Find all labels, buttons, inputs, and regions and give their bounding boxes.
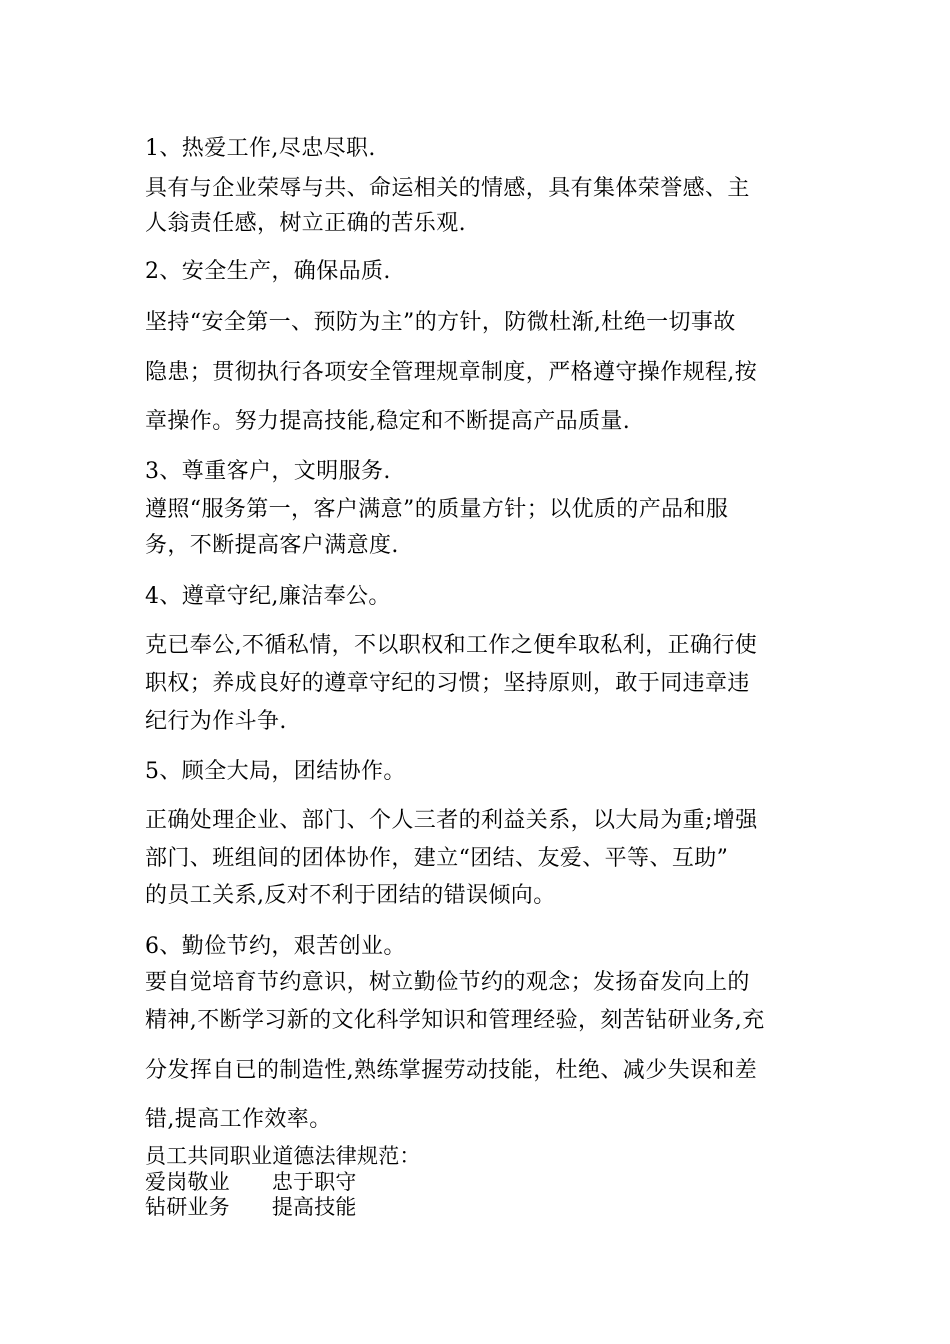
section-5-line-1: 正确处理企业、部门、个人三者的利益关系，以大局为重;增强 [145, 808, 758, 833]
section-3-line-2: 务，不断提高客户满意度. [145, 533, 399, 558]
footer-pair-1-right: 忠于职守 [271, 1170, 357, 1194]
section-5-heading: 5、顾全大局，团结协作。 [145, 759, 406, 784]
section-2-line-3: 章操作。努力提高技能,稳定和不断提高产品质量. [145, 409, 631, 434]
section-2-heading: 2、安全生产，确保品质. [145, 259, 391, 284]
section-4-line-2: 职权；养成良好的遵章守纪的习惯；坚持原则，敢于同违章违 [145, 671, 750, 696]
section-4-line-1: 克已奉公,不循私情，不以职权和工作之便牟取私利，正确行使 [145, 633, 758, 658]
section-1-line-2: 人翁责任感，树立正确的苦乐观. [145, 211, 466, 236]
footer-pair-2 [145, 1194, 810, 1220]
section-4-heading: 4、遵章守纪,廉洁奉公。 [145, 584, 391, 609]
section-1-heading: 1、热爱工作,尽忠尽职. [145, 136, 376, 161]
section-5-line-2: 部门、班组间的团体协作，建立“团结、友爱、平等、互助” [145, 846, 729, 871]
section-5-line-3: 的员工关系,反对不利于团结的错误倾向。 [145, 883, 556, 908]
section-3-heading: 3、尊重客户，文明服务. [145, 459, 391, 484]
section-1-line-1: 具有与企业荣辱与共、命运相关的情感，具有集体荣誉感、主 [145, 176, 750, 201]
footer-title: 员工共同职业道德法律规范： [145, 1144, 421, 1168]
footer-pair-2-left: 钻研业务 [145, 1195, 230, 1219]
section-2-line-2: 隐患；贯彻执行各项安全管理规章制度，严格遵守操作规程,按 [145, 360, 758, 385]
footer-pair-2-right: 提高技能 [271, 1195, 357, 1219]
section-6-line-4: 错,提高工作效率。 [145, 1107, 332, 1132]
section-3-line-1: 遵照“服务第一，客户满意”的质量方针；以优质的产品和服 [145, 497, 729, 522]
section-4-line-3: 纪行为作斗争. [145, 709, 287, 734]
section-6-heading: 6、勤俭节约，艰苦创业。 [145, 934, 406, 959]
section-6-line-3: 分发挥自已的制造性,熟练掌握劳动技能，杜绝、减少失误和差 [145, 1058, 758, 1083]
footer-pair-1 [145, 1169, 810, 1195]
section-6-line-1: 要自觉培育节约意识，树立勤俭节约的观念；发扬奋发向上的 [145, 970, 750, 995]
section-6-line-2: 精神,不断学习新的文化科学知识和管理经验，刻苦钻研业务,充 [145, 1008, 765, 1033]
footer-pair-1-left: 爱岗敬业 [145, 1170, 230, 1194]
section-2-line-1: 坚持“安全第一、预防为主”的方针，防微杜渐,杜绝一切事故 [145, 310, 736, 335]
